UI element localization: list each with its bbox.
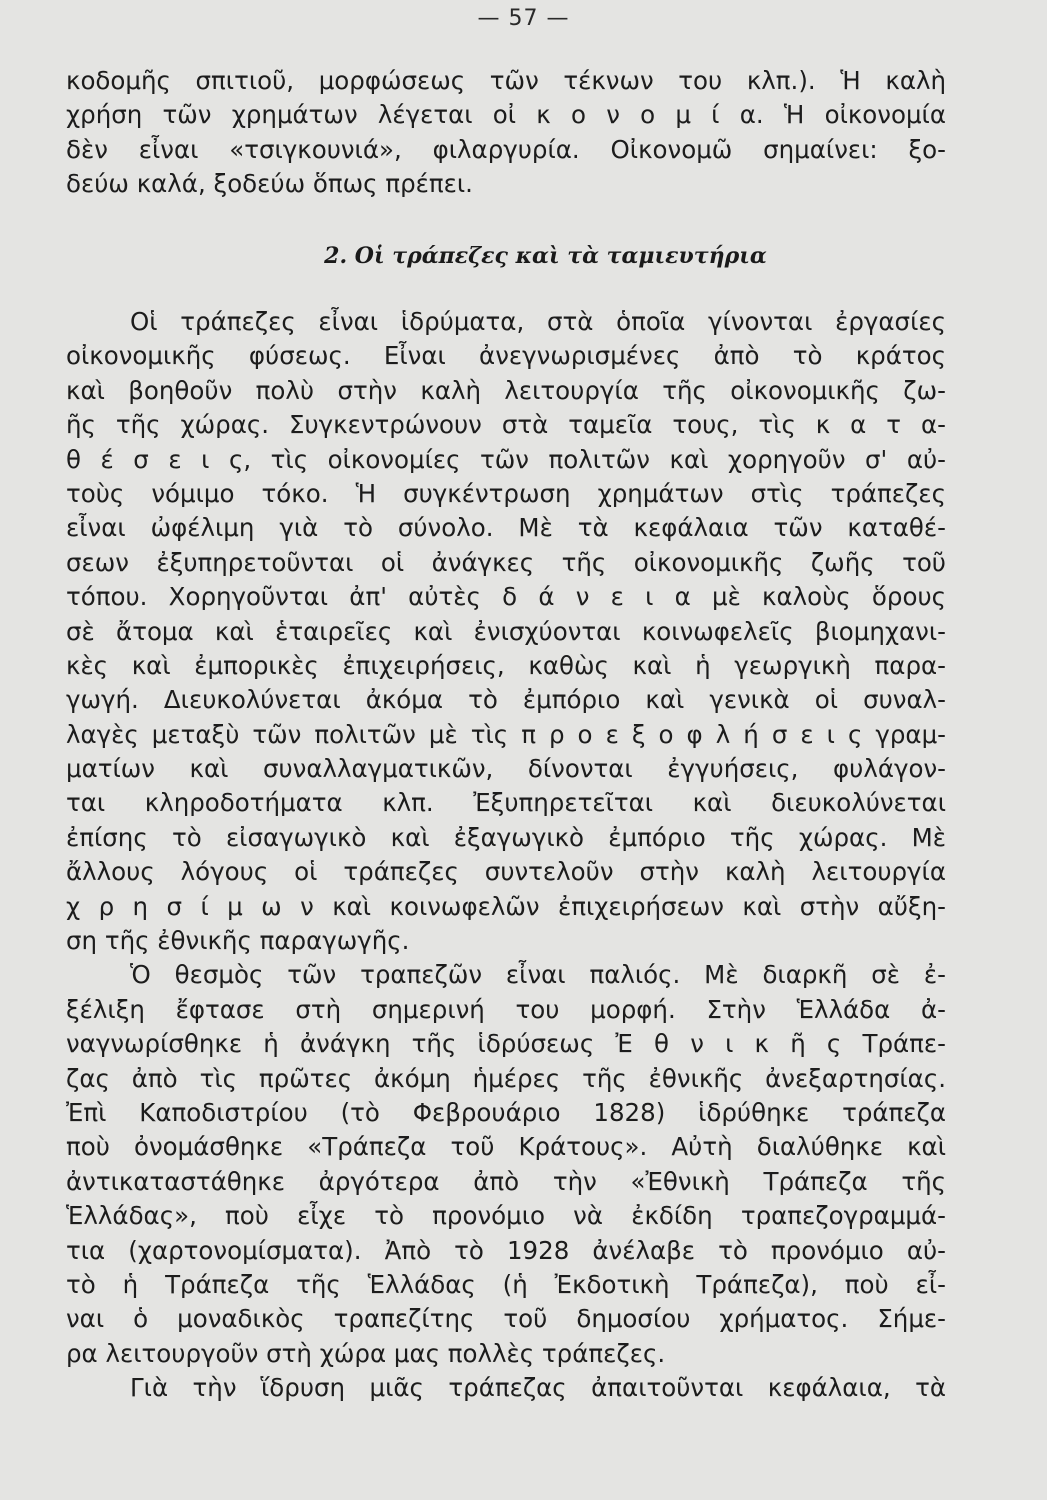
text-line: λαγὲς μεταξὺ τῶν πολιτῶν μὲ τὶς π ρ ο ε ξ ο φ λ ή σ ε ι ς γραμ- <box>66 719 946 749</box>
text-line: ἀντικαταστάθηκε ἀργότερα ἀπὸ τὴν «Ἐθνικὴ Τράπεζα τῆς <box>66 1166 946 1196</box>
text-line: ξέλιξη ἔφτασε στὴ σημερινή του μορφή. Στὴν Ἑλλάδα ἀ- <box>66 994 946 1024</box>
text-line: σὲ ἄτομα καὶ ἑταιρεῖες καὶ ἐνισχύονται κοινωφελεῖς βιομηχανι- <box>66 616 946 646</box>
text-line: ἄλλους λόγους οἱ τράπεζες συντελοῦν στὴν καλὴ λειτουργία <box>66 857 946 887</box>
body-text <box>66 305 946 1406</box>
text-line: καὶ βοηθοῦν πολὺ στὴν καλὴ λειτουργία τῆς οἰκονομικῆς ζω- <box>66 375 946 405</box>
text-line: εἶναι ὠφέλιμη γιὰ τὸ σύνολο. Μὲ τὰ κεφάλαια τῶν καταθέ- <box>66 513 946 543</box>
text-line: γωγή. Διευκολύνεται ἀκόμα τὸ ἐμπόριο καὶ γενικὰ οἱ συναλ- <box>66 685 946 715</box>
text-line: τια (χαρτονομίσματα). Ἀπὸ τὸ 1928 ἀνέλαβε τὸ προνόμιο αὐ- <box>66 1235 946 1265</box>
text-line: τόπου. Χορηγοῦνται ἀπ' αὐτὲς δ ά ν ε ι α μὲ καλοὺς ὅρους <box>66 582 946 612</box>
section-heading: 2. Οἱ τράπεζες καὶ τὰ ταμιευτήρια <box>324 243 767 269</box>
text-line: Ὁ θεσμὸς τῶν τραπεζῶν εἶναι παλιός. Μὲ διαρκῆ σὲ ἐ- <box>130 960 946 990</box>
text-line: κὲς καὶ ἐμπορικὲς ἐπιχειρήσεις, καθὼς καὶ ἡ γεωργικὴ παρα- <box>66 650 946 680</box>
text-line: οἰκονομικῆς φύσεως. Εἶναι ἀνεγνωρισμένες ἀπὸ τὸ κράτος <box>66 341 946 371</box>
text-line: δεύω καλά, ξοδεύω ὅπως πρέπει. <box>66 169 473 199</box>
text-line: σεων ἐξυπηρετοῦνται οἱ ἀνάγκες τῆς οἰκονομικῆς ζωῆς τοῦ <box>66 547 946 577</box>
text-line: ποὺ ὀνομάσθηκε «Τράπεζα τοῦ Κράτους». Αὐτὴ διαλύθηκε καὶ <box>66 1132 946 1162</box>
text-line: τὸ ἡ Τράπεζα τῆς Ἑλλάδας (ἡ Ἐκδοτικὴ Τράπεζα), ποὺ εἶ- <box>66 1269 946 1299</box>
text-line: Οἱ τράπεζες εἶναι ἱδρύματα, στὰ ὁποῖα γίνονται ἐργασίες <box>130 307 946 336</box>
intro-paragraph <box>66 64 946 202</box>
text-line: ματίων καὶ συναλλαγματικῶν, δίνονται ἐγγυήσεις, φυλάγον- <box>66 754 946 784</box>
text-line: ση τῆς ἐθνικῆς παραγωγῆς. <box>66 926 410 956</box>
text-line: τοὺς νόμιμο τόκο. Ἡ συγκέντρωση χρημάτων στὶς τράπεζες <box>66 478 946 508</box>
text-line: ζας ἀπὸ τὶς πρῶτες ἀκόμη ἡμέρες τῆς ἐθνικῆς ἀνεξαρτησίας. <box>66 1063 946 1093</box>
text-line: ρα λειτουργοῦν στὴ χώρα μας πολλὲς τράπεζες. <box>66 1338 666 1368</box>
text-line: ται κληροδοτήματα κλπ. Ἐξυπηρετεῖται καὶ διευκολύνεται <box>66 788 946 818</box>
text-line: Γιὰ τὴν ἵδρυση μιᾶς τράπεζας ἀπαιτοῦνται κεφάλαια, τὰ <box>130 1373 946 1403</box>
text-line: ἐπίσης τὸ εἰσαγωγικὸ καὶ ἐξαγωγικὸ ἐμπόριο τῆς χώρας. Μὲ <box>66 822 946 852</box>
text-line: θ έ σ ε ι ς, τὶς οἰκονομίες τῶν πολιτῶν καὶ χορηγοῦν σ' αὐ- <box>66 444 946 474</box>
text-line: χρήση τῶν χρημάτων λέγεται οἰ κ ο ν ο μ ί α. Ἡ οἰκονομία <box>66 100 946 130</box>
text-line: Ἐπὶ Καποδιστρίου (τὸ Φεβρουάριο 1828) ἱδρύθηκε τράπεζα <box>66 1097 946 1127</box>
text-line: δὲν εἶναι «τσιγκουνιά», φιλαργυρία. Οἰκονομῶ σημαίνει: ξο- <box>66 134 946 164</box>
text-line: Ἑλλάδας», ποὺ εἶχε τὸ προνόμιο νὰ ἐκδίδη τραπεζογραμμά- <box>66 1201 946 1231</box>
text-line: ναι ὁ μοναδικὸς τραπεζίτης τοῦ δημοσίου χρήματος. Σήμε- <box>66 1304 946 1334</box>
text-line: χ ρ η σ ί μ ω ν καὶ κοινωφελῶν ἐπιχειρήσεων καὶ στὴν αὔξη- <box>66 891 946 921</box>
text-line: ναγνωρίσθηκε ἡ ἀνάγκη τῆς ἱδρύσεως Ἐ θ ν ι κ ῆ ς Τράπε- <box>66 1029 946 1059</box>
page-number: — 57 — <box>477 6 570 31</box>
text-line: ῆς τῆς χώρας. Συγκεντρώνουν στὰ ταμεῖα τους, τὶς κ α τ α- <box>66 410 946 440</box>
text-line: κοδομῆς σπιτιοῦ, μορφώσεως τῶν τέκνων του κλπ.). Ἡ καλὴ <box>66 66 946 95</box>
